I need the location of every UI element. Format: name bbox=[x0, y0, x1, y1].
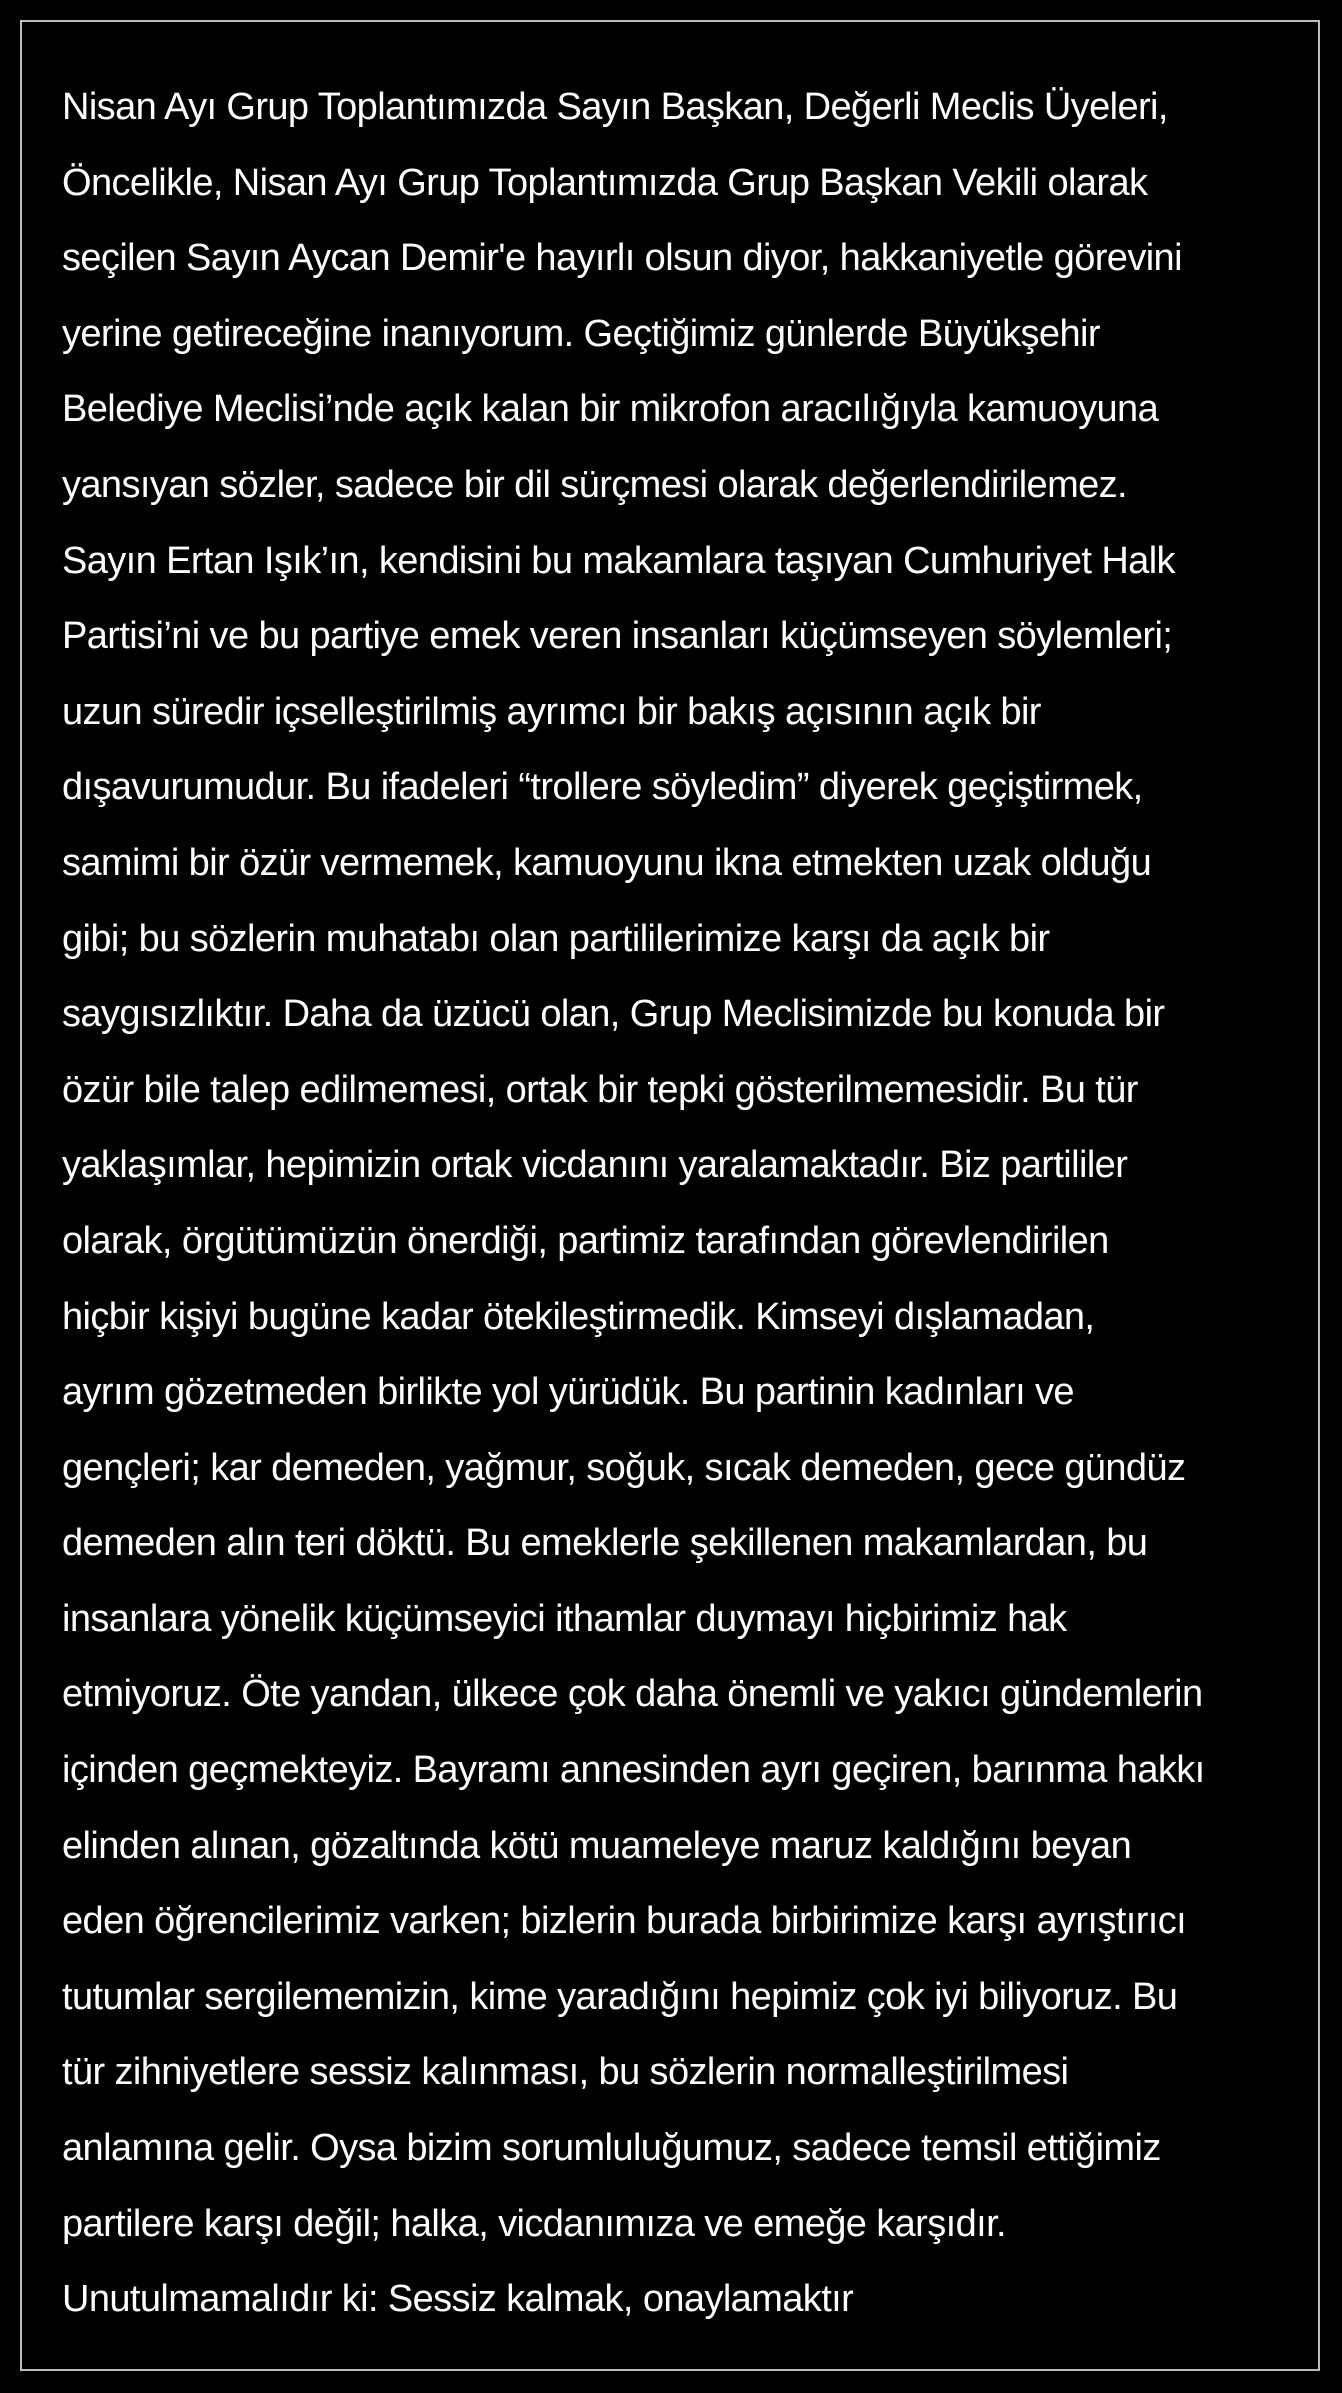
statement-line: elinden alınan, gözaltında kötü muameleye maruz kaldığını beyan bbox=[62, 1824, 1132, 1867]
statement-line: etmiyoruz. Öte yandan, ülkece çok daha önemli ve yakıcı gündemlerin bbox=[62, 1673, 1203, 1716]
statement-line: Unutulmamalıdır ki: Sessiz kalmak, onaylamaktır bbox=[62, 2278, 854, 2321]
statement-line: yansıyan sözler, sadece bir dil sürçmesi olarak değerlendirilemez. bbox=[62, 463, 1128, 506]
statement-line: samimi bir özür vermemek, kamuoyunu ikna etmekten uzak olduğu bbox=[62, 841, 1152, 884]
statement-line: olarak, örgütümüzün önerdiği, partimiz tarafından görevlendirilen bbox=[62, 1219, 1109, 1262]
statement-line: gençleri; kar demeden, yağmur, soğuk, sıcak demeden, gece gündüz bbox=[62, 1446, 1186, 1489]
statement-line: saygısızlıktır. Daha da üzücü olan, Grup Meclisimizde bu konuda bir bbox=[62, 993, 1165, 1036]
statement-line: özür bile talep edilmemesi, ortak bir tepki gösterilmemesidir. Bu tür bbox=[62, 1068, 1138, 1111]
statement-line: tutumlar sergilememizin, kime yaradığını hepimiz çok iyi biliyoruz. Bu bbox=[62, 1975, 1178, 2018]
statement-line: yerine getireceğine inanıyorum. Geçtiğimiz günlerde Büyükşehir bbox=[62, 312, 1100, 355]
statement-line: insanlara yönelik küçümseyici ithamlar duymayı hiçbirimiz hak bbox=[62, 1597, 1067, 1640]
statement-line: Nisan Ayı Grup Toplantımızda Sayın Başkan, Değerli Meclis Üyeleri, bbox=[62, 86, 1168, 128]
statement-line: partilere karşı değil; halka, vicdanımıza ve emeğe karşıdır. bbox=[62, 2202, 1007, 2245]
statement-line: seçilen Sayın Aycan Demir'e hayırlı olsun diyor, hakkaniyetle görevini bbox=[62, 237, 1182, 280]
statement-line: hiçbir kişiyi bugüne kadar ötekileştirmedik. Kimseyi dışlamadan, bbox=[62, 1295, 1095, 1338]
statement-line: içinden geçmekteyiz. Bayramı annesinden ayrı geçiren, barınma hakkı bbox=[62, 1749, 1205, 1792]
statement-line: dışavurumudur. Bu ifadeleri “trollere söyledim” diyerek geçiştirmek, bbox=[62, 766, 1143, 809]
statement-line: Partisi’ni ve bu partiye emek veren insanları küçümseyen söylemleri; bbox=[62, 615, 1173, 658]
statement-line: demeden alın teri döktü. Bu emeklerle şekillenen makamlardan, bu bbox=[62, 1522, 1148, 1565]
statement-text-block bbox=[62, 70, 1282, 2338]
statement-line: ayrım gözetmeden birlikte yol yürüdük. Bu partinin kadınları ve bbox=[62, 1371, 1074, 1414]
statement-line: Belediye Meclisi’nde açık kalan bir mikrofon aracılığıyla kamuoyuna bbox=[62, 388, 1159, 431]
statement-line: Sayın Ertan Işık’ın, kendisini bu makamlara taşıyan Cumhuriyet Halk bbox=[62, 539, 1175, 582]
statement-line: eden öğrencilerimiz varken; bizlerin burada birbirimize karşı ayrıştırıcı bbox=[62, 1900, 1187, 1943]
statement-line: anlamına gelir. Oysa bizim sorumluluğumuz, sadece temsil ettiğimiz bbox=[62, 2127, 1161, 2170]
statement-line: uzun süredir içselleştirilmiş ayrımcı bir bakış açısının açık bir bbox=[62, 690, 1041, 733]
statement-line: tür zihniyetlere sessiz kalınması, bu sözlerin normalleştirilmesi bbox=[62, 2051, 1069, 2094]
statement-line: Öncelikle, Nisan Ayı Grup Toplantımızda Grup Başkan Vekili olarak bbox=[62, 161, 1148, 204]
statement-line: yaklaşımlar, hepimizin ortak vicdanını yaralamaktadır. Biz partililer bbox=[62, 1144, 1128, 1187]
statement-line: gibi; bu sözlerin muhatabı olan partililerimize karşı da açık bir bbox=[62, 917, 1050, 960]
